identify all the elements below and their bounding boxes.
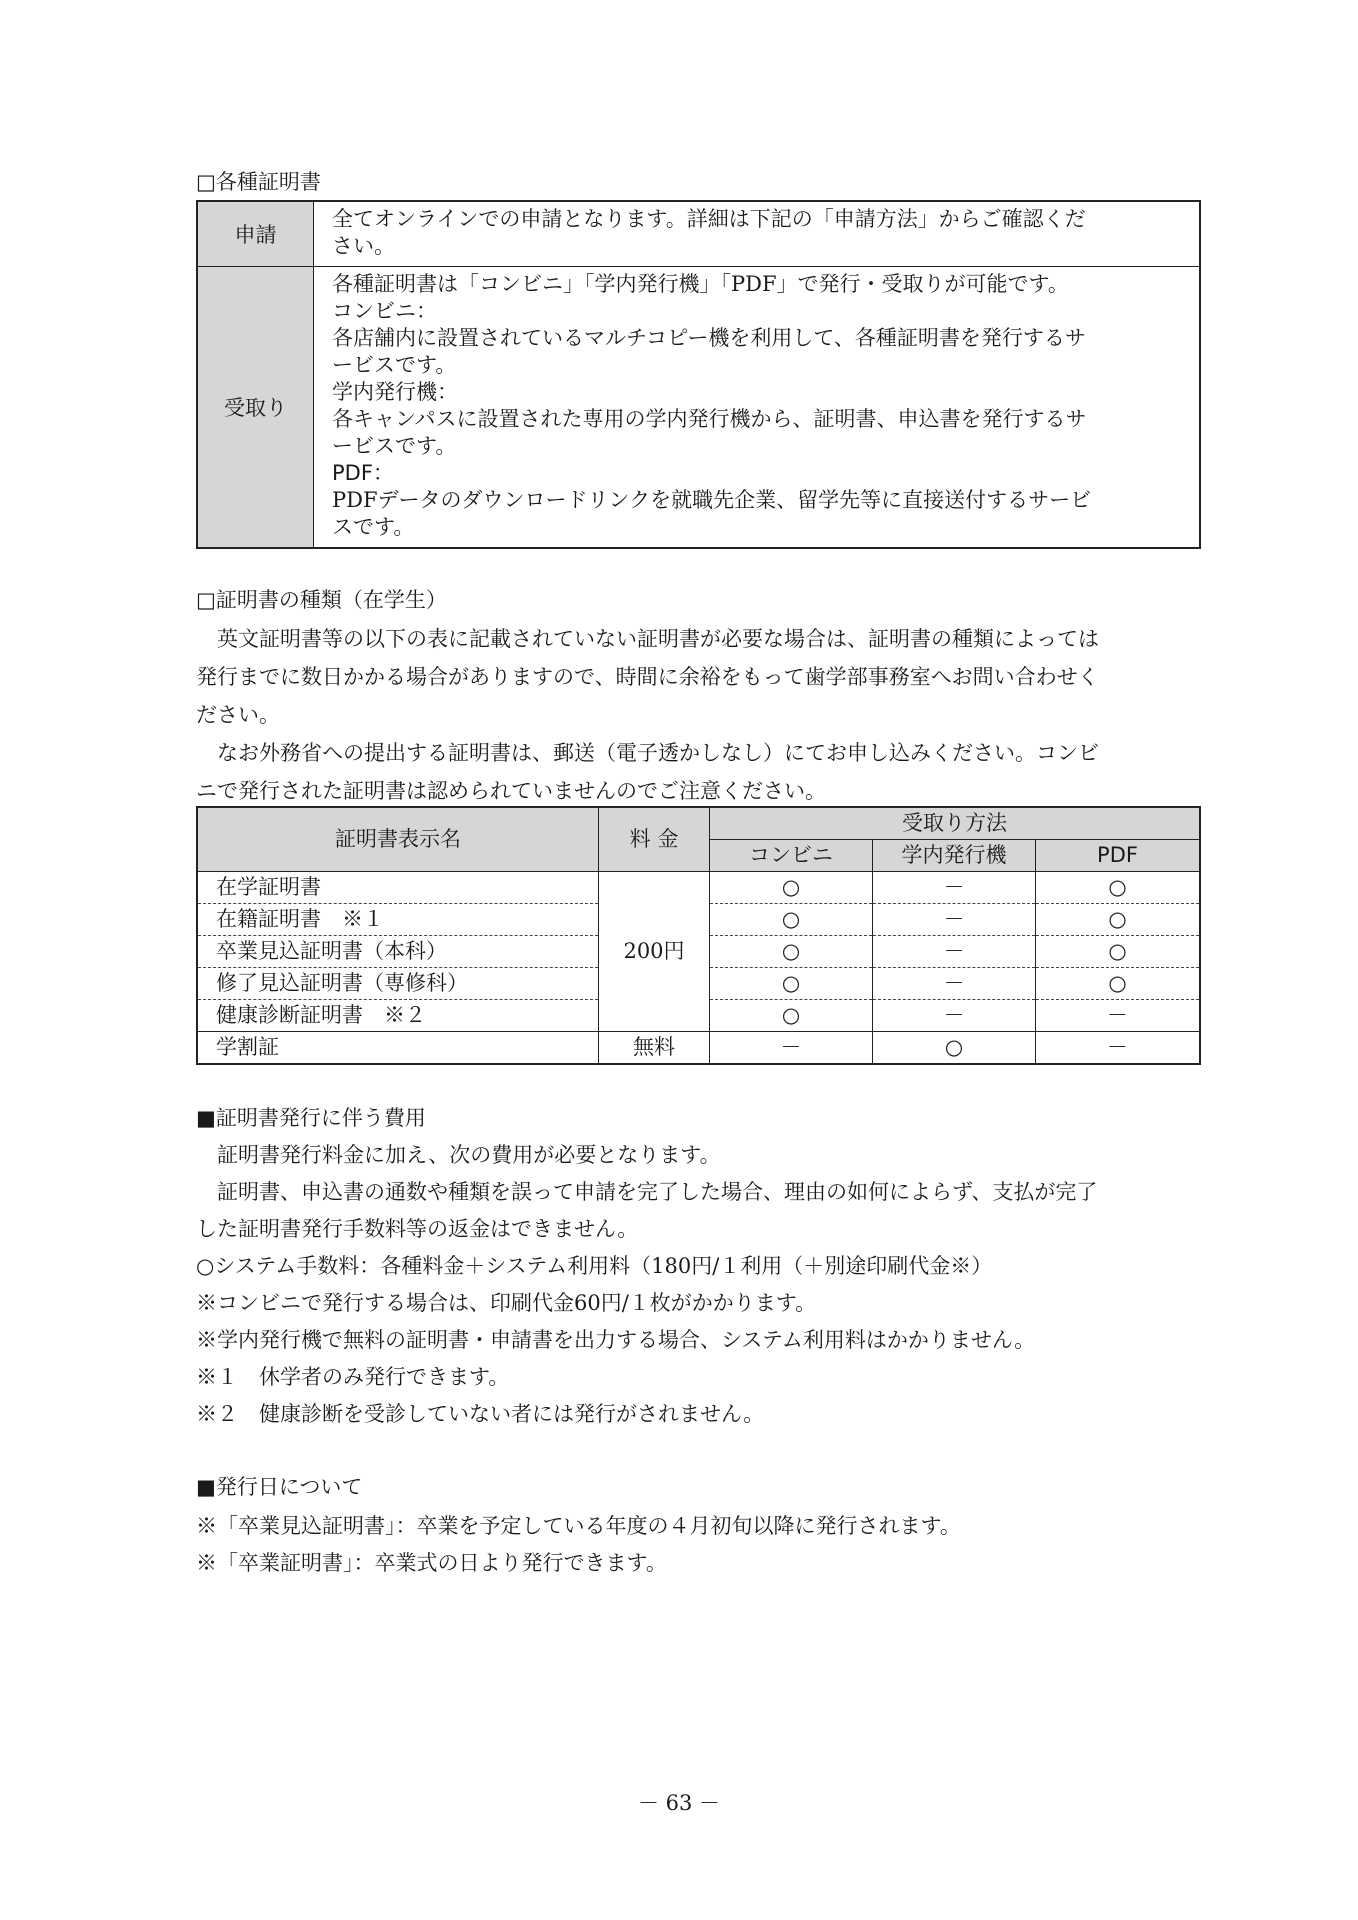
section-heading-issue-date: ■発行日について — [196, 1475, 363, 1499]
row-label-receive: 受取り — [197, 267, 314, 549]
certificate-fee: 200円 — [599, 872, 710, 1032]
text-line: ※１ 休学者のみ発行できます。 — [196, 1365, 510, 1389]
text-line: 各種証明書は「コンビニ」「学内発行機」「PDF」で発行・受取りが可能です。 — [332, 272, 1069, 296]
text-line: ○システム手数料：各種料金＋システム利用料（180円/１利用（＋別途印刷代金※） — [196, 1254, 993, 1278]
availability-mark: － — [873, 872, 1036, 904]
availability-mark: － — [873, 904, 1036, 936]
text-line: ービスです。 — [332, 353, 457, 377]
certificate-name: 在学証明書 — [197, 872, 599, 904]
certificate-types-table — [196, 806, 1201, 1065]
text-line: スです。 — [332, 515, 415, 539]
section-heading-certificate-types: □証明書の種類（在学生） — [196, 588, 447, 612]
text-line: コンビニ： — [332, 299, 437, 323]
certificate-name: 修了見込証明書（専修科） — [197, 968, 599, 1000]
availability-mark: ○ — [710, 904, 873, 936]
availability-mark: － — [873, 1000, 1036, 1032]
availability-mark: ○ — [873, 1032, 1036, 1065]
text-line: ※「卒業証明書」：卒業式の日より発行できます。 — [196, 1551, 667, 1575]
column-header-pdf: PDF — [1036, 840, 1201, 872]
column-header-convenience: コンビニ — [710, 840, 873, 872]
text-line: ニで発行された証明書は認められていませんのでご注意ください。 — [196, 779, 826, 803]
text-line: 英文証明書等の以下の表に記載されていない証明書が必要な場合は、証明書の種類によっては — [217, 627, 1099, 651]
text-line: 学内発行機： — [332, 380, 458, 404]
availability-mark: － — [1036, 1032, 1201, 1065]
certificate-name: 健康診断証明書 ※２ — [197, 1000, 599, 1032]
paragraph-english-certificates — [196, 620, 1206, 810]
text-line: 各店舗内に設置されているマルチコピー機を利用して、各種証明書を発行するサ — [332, 326, 1086, 350]
text-line: さい。 — [332, 234, 395, 258]
text-line: ※「卒業見込証明書」：卒業を予定している年度の４月初旬以降に発行されます。 — [196, 1514, 961, 1538]
text-line: ※学内発行機で無料の証明書・申請書を出力する場合、システム利用料はかかりません。 — [196, 1328, 1036, 1352]
table-header-row — [197, 807, 1200, 840]
table-row — [197, 201, 1200, 267]
column-header-campus-machine: 学内発行機 — [873, 840, 1036, 872]
column-header-receive: 受取り方法 — [710, 807, 1201, 840]
text-line: した証明書発行手数料等の返金はできません。 — [196, 1217, 639, 1241]
availability-mark: ○ — [710, 872, 873, 904]
section-heading-certificates: □各種証明書 — [196, 170, 321, 194]
column-header-name: 証明書表示名 — [197, 807, 599, 872]
text-line: 証明書、申込書の通数や種類を誤って申請を完了した場合、理由の如何によらず、支払が完了 — [217, 1180, 1098, 1204]
availability-mark: － — [873, 968, 1036, 1000]
availability-mark: ○ — [710, 968, 873, 1000]
row-label-apply: 申請 — [197, 201, 314, 267]
text-line: なお外務省への提出する証明書は、郵送（電子透かしなし）にてお申し込みください。コンビ — [217, 741, 1099, 765]
table-row — [197, 267, 1200, 549]
certificate-fee: 無料 — [599, 1032, 710, 1065]
certificate-info-table — [196, 200, 1201, 549]
availability-mark: － — [710, 1032, 873, 1065]
availability-mark: － — [873, 936, 1036, 968]
certificate-name: 卒業見込証明書（本科） — [197, 936, 599, 968]
text-line: PDFデータのダウンロードリンクを就職先企業、留学先等に直接送付するサービ — [332, 488, 1092, 512]
availability-mark: ○ — [710, 936, 873, 968]
certificate-name: 在籍証明書 ※１ — [197, 904, 599, 936]
availability-mark: ○ — [1036, 936, 1201, 968]
text-line: ービスです。 — [332, 434, 457, 458]
availability-mark: ○ — [1036, 872, 1201, 904]
table-row — [197, 1032, 1200, 1065]
availability-mark: ○ — [710, 1000, 873, 1032]
text-line: PDF： — [332, 461, 394, 485]
section-heading-fees: ■証明書発行に伴う費用 — [196, 1106, 426, 1130]
text-line: ※２ 健康診断を受診していない者には発行がされません。 — [196, 1402, 765, 1426]
availability-mark: ○ — [1036, 904, 1201, 936]
text-line: ださい。 — [196, 703, 280, 727]
text-line: ※コンビニで発行する場合は、印刷代金60円/１枚がかかります。 — [196, 1291, 817, 1315]
column-header-fee: 料 金 — [599, 807, 710, 872]
row-content-apply — [314, 201, 1201, 267]
table-row — [197, 872, 1200, 904]
row-content-receive — [314, 267, 1201, 549]
text-line: 全てオンラインでの申請となります。詳細は下記の「申請方法」からご確認くだ — [332, 207, 1086, 231]
text-line: 各キャンパスに設置された専用の学内発行機から、証明書、申込書を発行するサ — [332, 407, 1087, 431]
text-line: 証明書発行料金に加え、次の費用が必要となります。 — [217, 1143, 721, 1167]
certificate-name: 学割証 — [197, 1032, 599, 1065]
page-number: － 63 － — [637, 1791, 721, 1815]
text-line: 発行までに数日かかる場合がありますので、時間に余裕をもって歯学部事務室へお問い合わせく — [196, 665, 1099, 689]
availability-mark: ○ — [1036, 968, 1201, 1000]
availability-mark: － — [1036, 1000, 1201, 1032]
